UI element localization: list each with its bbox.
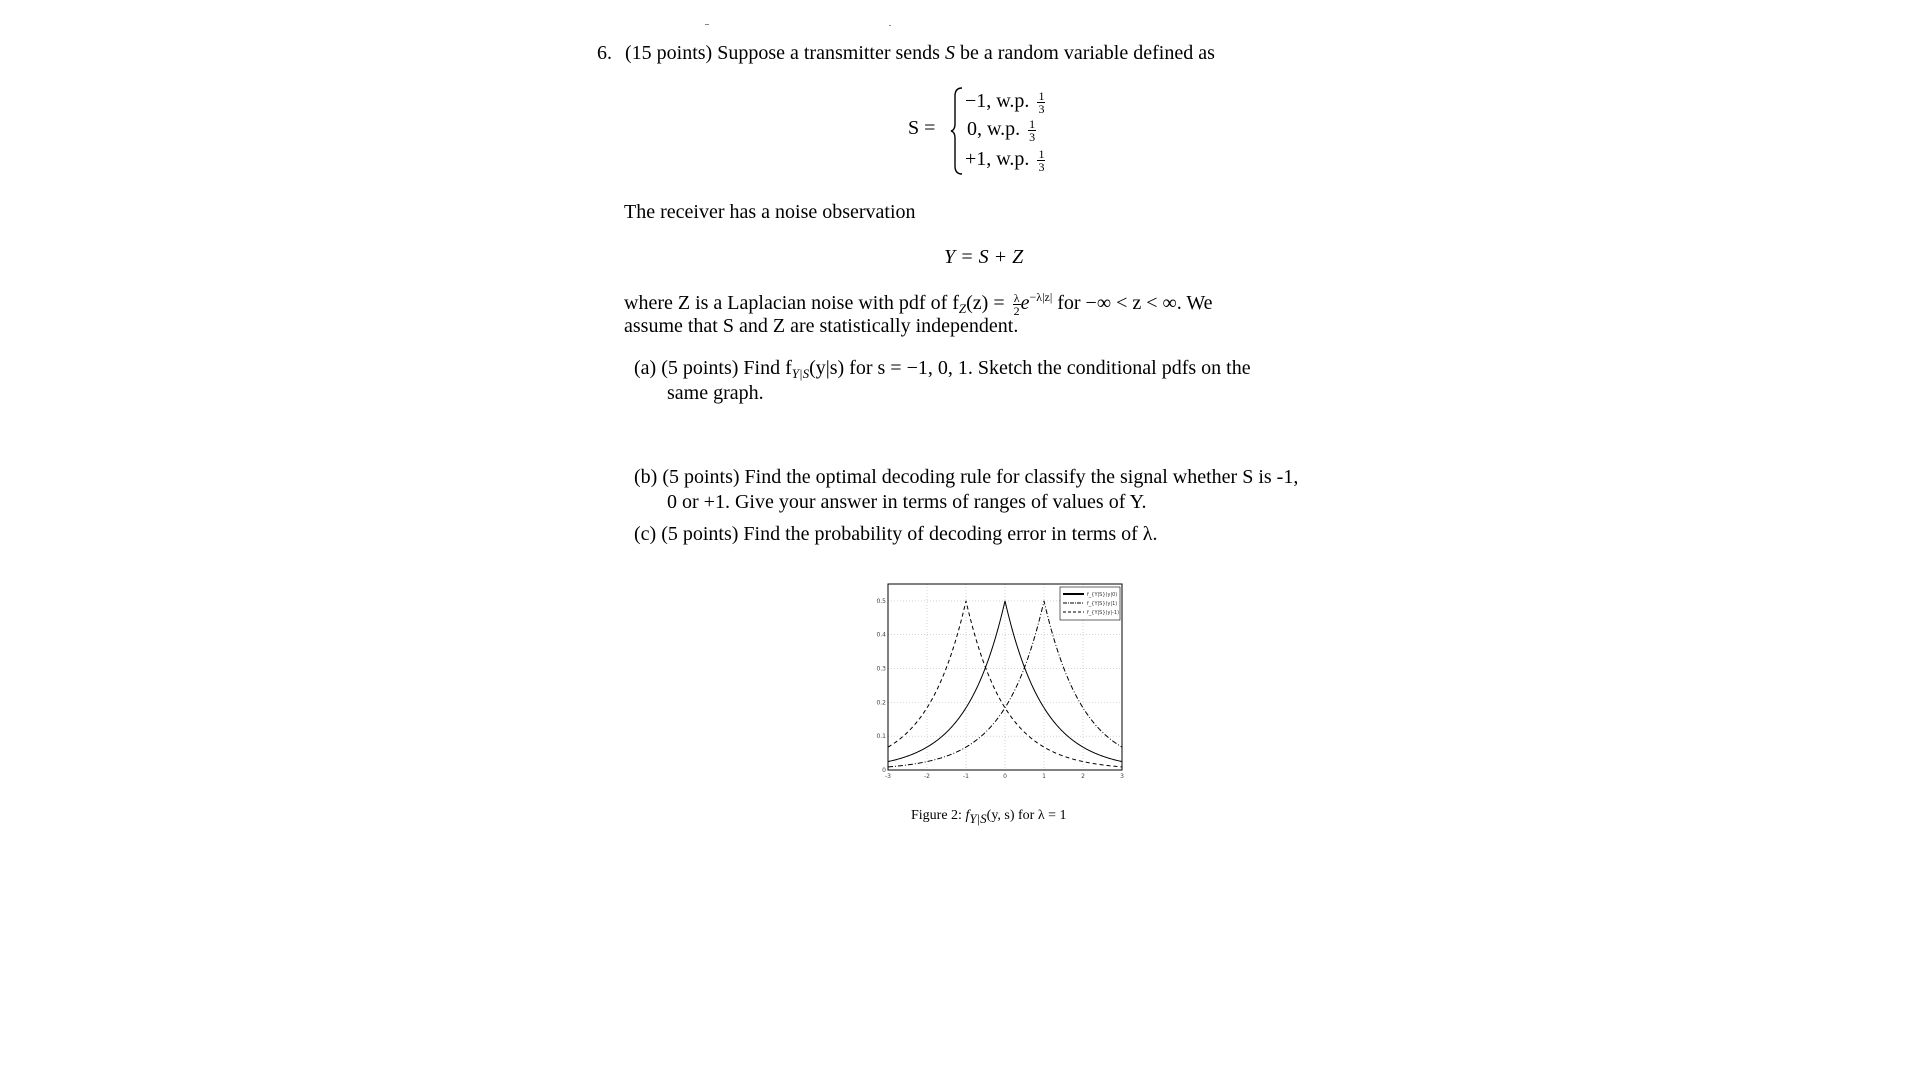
noise-text: for −∞ < z < ∞. We [1052, 292, 1213, 314]
question-intro-tail: be a random variable defined as [959, 42, 1215, 64]
part-b-line-2: 0 or +1. Give your answer in terms of ranges of values of Y. [667, 491, 1147, 513]
case-fraction: $\frac{1}{3}$ [1038, 89, 1045, 116]
case-row [967, 118, 1036, 143]
part-a-label: (a) [634, 357, 657, 379]
figure-caption [911, 808, 1067, 827]
part-c-label: (c) [634, 523, 657, 545]
chart-svg [870, 580, 1130, 780]
scan-mark [889, 25, 891, 26]
part-c-text: (5 points) Find the probability of decoding error in terms of λ. [661, 523, 1158, 545]
part-a-line-1 [634, 357, 1251, 382]
x-tick-label: 3 [1120, 773, 1124, 780]
x-tick-label: 1 [1042, 773, 1046, 780]
part-b-line-1 [634, 466, 1298, 489]
x-tick-label: -3 [885, 773, 891, 780]
question-intro: Suppose a transmitter sends [717, 42, 940, 64]
exp-base: e [1020, 292, 1030, 314]
y-tick-label: 0.3 [876, 665, 886, 673]
part-a-text: (y|s) for s = −1, 0, 1. Sketch the conditional pdfs on the [809, 357, 1251, 379]
scan-mark [705, 24, 709, 25]
x-tick-label: -2 [924, 773, 930, 780]
x-tick-label: 0 [1003, 773, 1007, 780]
caption-sub: Y|S [969, 811, 987, 826]
receiver-text: The receiver has a noise observation [624, 201, 916, 223]
part-a-sub: Y|S [791, 366, 810, 381]
case-fraction: $\frac{1}{3}$ [1038, 147, 1045, 174]
x-tick-label: -1 [963, 773, 969, 780]
figure-chart [870, 580, 1130, 785]
question-var: S [944, 42, 955, 64]
noise-line-1 [624, 290, 1213, 317]
part-b-label: (b) [634, 466, 658, 488]
case-value: +1, w.p. [965, 148, 1030, 171]
legend-label: f_{Y|S}(y|0) [1087, 592, 1118, 598]
part-a-line-2: same graph. [667, 382, 764, 404]
y-tick-label: 0.1 [876, 733, 886, 741]
part-b-text: (5 points) Find the optimal decoding rule for classify the signal whether S is -1, [662, 466, 1299, 488]
caption-func: f [965, 808, 970, 823]
exp-power: −λ|z| [1029, 290, 1053, 304]
equation-s-brace [950, 86, 964, 181]
y-tick-label: 0.2 [876, 699, 886, 707]
case-fraction: $\frac{1}{3}$ [1029, 117, 1036, 144]
case-value: 0, w.p. [967, 118, 1021, 141]
legend-label: f_{Y|S}(y|-1) [1087, 610, 1120, 616]
equation-y: Y = S + Z [944, 246, 1024, 268]
lambda-fraction: $\frac{\lambda}{2}$ [1013, 290, 1020, 318]
x-tick-label: 2 [1081, 773, 1085, 780]
case-row [965, 90, 1045, 115]
caption-args: (y, s) for λ = 1 [986, 808, 1067, 823]
question-points: (15 points) [625, 42, 713, 64]
y-tick-label: 0.4 [876, 631, 886, 639]
noise-sub: Z [958, 301, 967, 316]
noise-line-2: assume that S and Z are statistically independent. [624, 315, 1019, 337]
question-heading [597, 42, 1215, 65]
part-c-line [634, 523, 1157, 546]
legend-label: f_{Y|S}(y|1) [1087, 601, 1118, 607]
caption-prefix: Figure 2: [911, 808, 966, 823]
part-a-text: (5 points) Find f [661, 357, 792, 379]
noise-text: (z) = [966, 292, 1010, 314]
question-number: 6. [597, 42, 612, 64]
case-value: −1, w.p. [965, 90, 1030, 113]
noise-text: where Z is a Laplacian noise with pdf of f [624, 292, 959, 314]
y-tick-label: 0 [882, 767, 886, 774]
equation-s-lhs: S = [908, 117, 936, 139]
y-tick-label: 0.5 [876, 597, 886, 605]
case-row [965, 148, 1045, 173]
